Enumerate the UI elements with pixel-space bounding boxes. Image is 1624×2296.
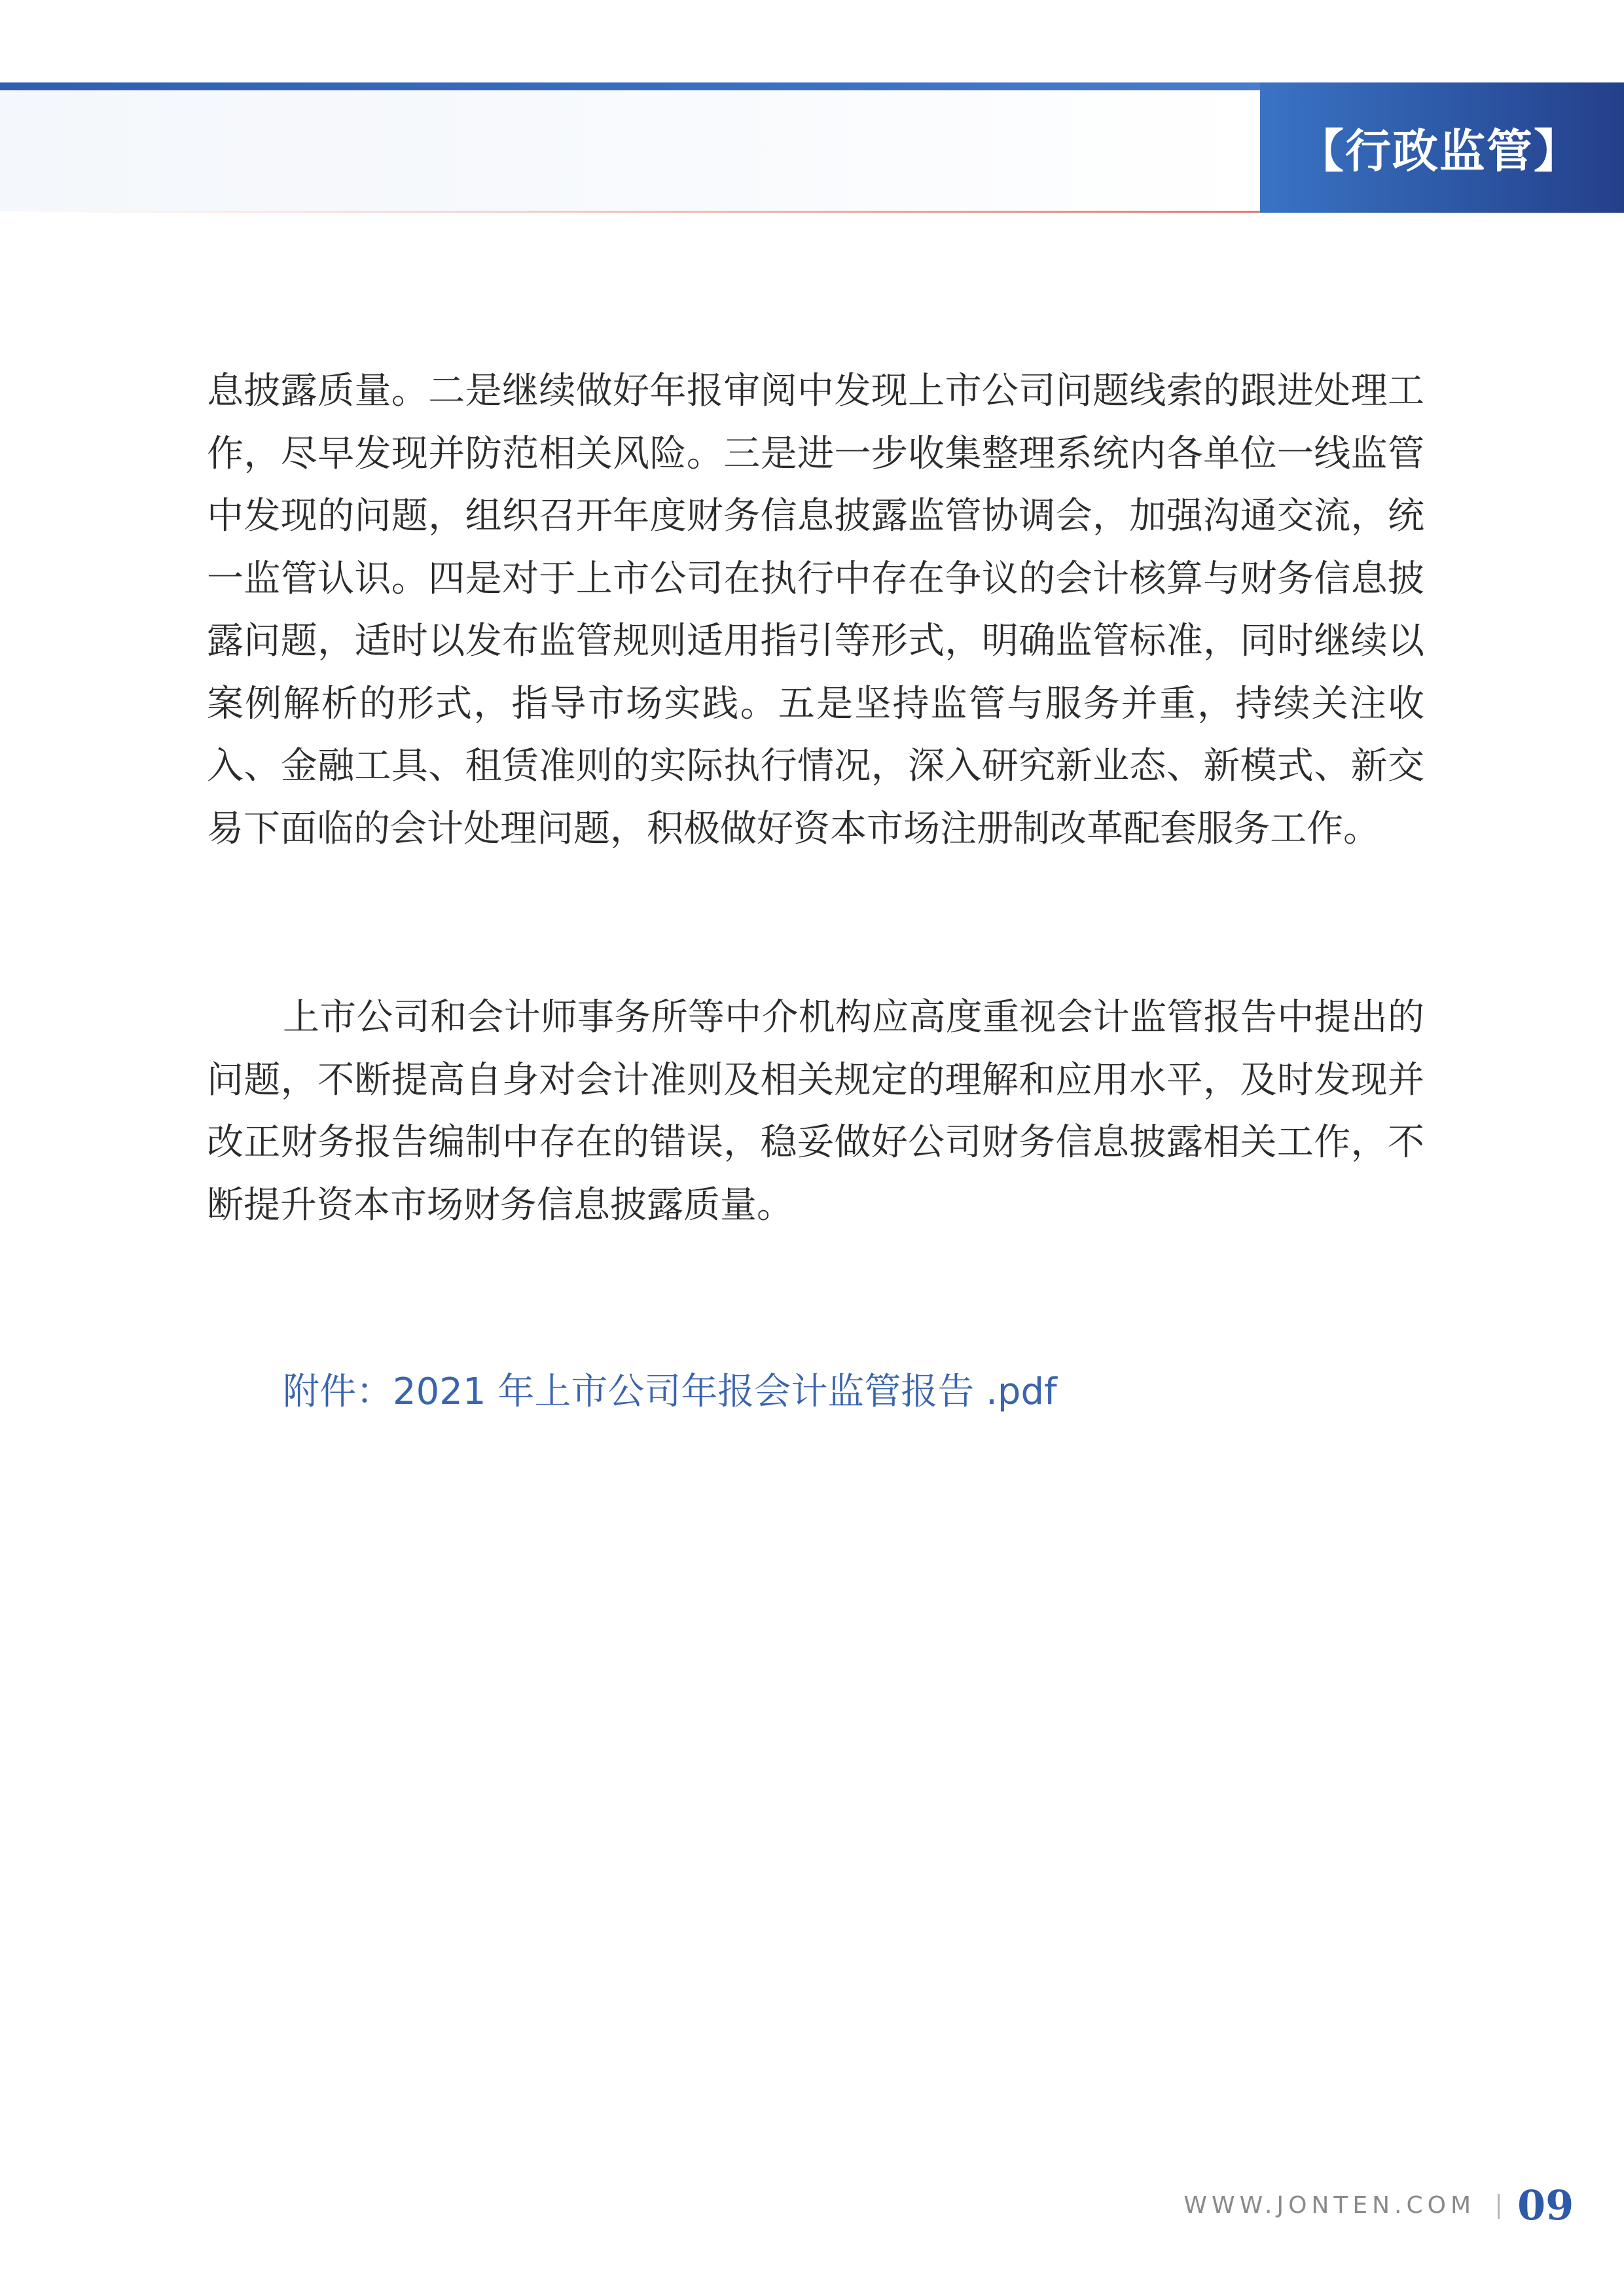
header-band [0, 90, 1260, 211]
attachment-link[interactable]: 附件：2021 年上市公司年报会计监管报告 .pdf [283, 1371, 1057, 1413]
footer-divider [1498, 2194, 1500, 2219]
page-number: 09 [1517, 2181, 1574, 2229]
body-paragraph-2: 上市公司和会计师事务所等中介机构应高度重视会计监管报告中提出的问题，不断提高自身对会计准则及相关规定的理解和应用水平，及时发现并改正财务报告编制中存在的错误，稳妥做好公司财务信息披露相关工作，不断提升资本市场财务信息披露质量。 [207, 996, 1424, 1227]
header-underline [0, 211, 1260, 213]
footer-website: WWW.JONTEN.COM [1183, 2192, 1475, 2219]
section-label: 【行政监管】 [1298, 124, 1581, 178]
section-tab [1260, 82, 1624, 213]
body-paragraph-1: 息披露质量。二是继续做好年报审阅中发现上市公司问题线索的跟进处理工作，尽早发现并防范相关风险。三是进一步收集整理系统内各单位一线监管中发现的问题，组织召开年度财务信息披露监管协调会，加强沟通交流，统一监管认识。四是对于上市公司在执行中存在争议的会计核算与财务信息披露问题，适时以发布监管规则适用指引等形式，明确监管标准，同时继续以案例解析的形式，指导市场实践。五是坚持监管与服务并重，持续关注收入、金融工具、租赁准则的实际执行情况，深入研究新业态、新模式、新交易下面临的会计处理问题，积极做好资本市场注册制改革配套服务工作。 [207, 370, 1424, 850]
header-top-line [0, 82, 1260, 90]
